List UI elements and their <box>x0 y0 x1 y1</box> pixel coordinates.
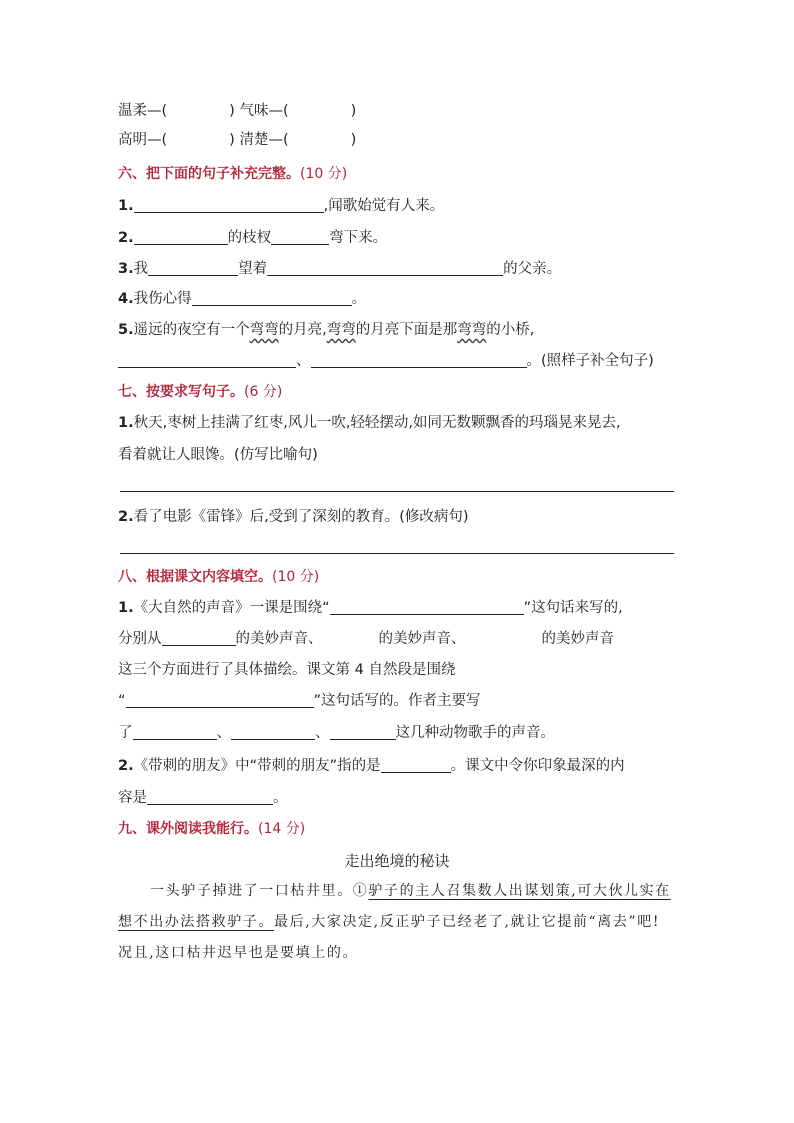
section-6-heading: 六、把下面的句子补充完整。(10 分) <box>118 166 348 182</box>
word-row-1: 温柔—( ) 气味—( ) <box>118 103 357 119</box>
passage-line-2: 想不出办法搭救驴子。最后,大家决定,反正驴子已经老了,就让它提前“离去”吧! <box>118 914 661 930</box>
s6-item-1: 1. ,闻歌始觉有人来。 <box>118 198 445 214</box>
fill-blank[interactable] <box>134 196 324 213</box>
s6-item-5: 5.遥远的夜空有一个弯弯的月亮,弯弯的月亮下面是那弯弯的小桥, <box>118 322 535 338</box>
fill-blank[interactable] <box>147 788 273 805</box>
fill-blank[interactable] <box>231 723 315 740</box>
passage-line-3: 况且,这口枯井迟早也是要填上的。 <box>118 945 359 961</box>
passage-line-1: 一头驴子掉进了一口枯井里。①驴子的主人召集数人出谋划策,可大伙儿实在 <box>150 883 671 899</box>
s8-item-1-line-3: 这三个方面进行了具体描绘。课文第 4 自然段是围绕 <box>118 662 456 678</box>
s8-item-2-line-2: 容是 。 <box>118 790 288 806</box>
word-prompt: 清楚—( <box>239 132 289 148</box>
s6-item-3: 3.我 望着 的父亲。 <box>118 261 562 277</box>
answer-line[interactable] <box>120 553 674 554</box>
word-prompt: 温柔—( <box>118 103 168 119</box>
section-8-heading: 八、根据课文内容填空。(10 分) <box>118 569 320 585</box>
fill-blank[interactable] <box>133 723 217 740</box>
section-7-heading: 七、按要求写句子。(6 分) <box>118 384 283 400</box>
word-prompt: 高明—( <box>118 132 168 148</box>
s8-item-1-line-2: 分别从 的美妙声音、 的美妙声音、 的美妙声音 <box>118 631 614 647</box>
answer-line[interactable] <box>120 491 674 492</box>
passage-title: 走出绝境的秘诀 <box>344 852 450 870</box>
word-prompt: 气味—( <box>239 103 289 119</box>
s8-item-2-line-1: 2.《带刺的朋友》中“带刺的朋友”指的是 。课文中令你印象最深的内 <box>118 758 625 774</box>
fill-blank[interactable] <box>311 351 527 368</box>
section-9-heading: 九、课外阅读我能行。(14 分) <box>118 821 306 837</box>
s7-item-1-line-2: 看着就让人眼馋。(仿写比喻句) <box>118 447 318 463</box>
fill-blank[interactable] <box>148 259 238 276</box>
s7-item-1-line-1: 1.秋天,枣树上挂满了红枣,风儿一吹,轻轻摆动,如同无数颗飘香的玛瑙晃来晃去, <box>118 415 621 431</box>
s8-item-1-line-5: 了 、 、 这几种动物歌手的声音。 <box>118 725 555 741</box>
fill-blank[interactable] <box>330 723 396 740</box>
fill-blank[interactable] <box>162 629 236 646</box>
s8-item-1-line-1: 1.《大自然的声音》一课是围绕“ ”这句话来写的, <box>118 600 623 616</box>
fill-blank[interactable] <box>192 289 352 306</box>
fill-blank[interactable] <box>271 228 329 245</box>
s6-item-2: 2. 的枝杈 弯下来。 <box>118 230 388 246</box>
fill-blank[interactable] <box>330 598 524 615</box>
s6-item-4: 4.我伤心得 。 <box>118 291 367 307</box>
fill-blank[interactable] <box>134 228 228 245</box>
fill-blank[interactable] <box>118 351 296 368</box>
fill-blank[interactable] <box>267 259 503 276</box>
s8-item-1-line-4: “ ”这句话写的。作者主要写 <box>118 693 481 709</box>
s7-item-2: 2.看了电影《雷锋》后,受到了深刻的教育。(修改病句) <box>118 509 469 525</box>
fill-blank[interactable] <box>381 756 451 773</box>
s6-item-5-line-2: 、 。(照样子补全句子) <box>118 350 654 372</box>
fill-blank[interactable] <box>126 691 314 708</box>
word-row-2: 高明—( ) 清楚—( ) <box>118 132 357 148</box>
